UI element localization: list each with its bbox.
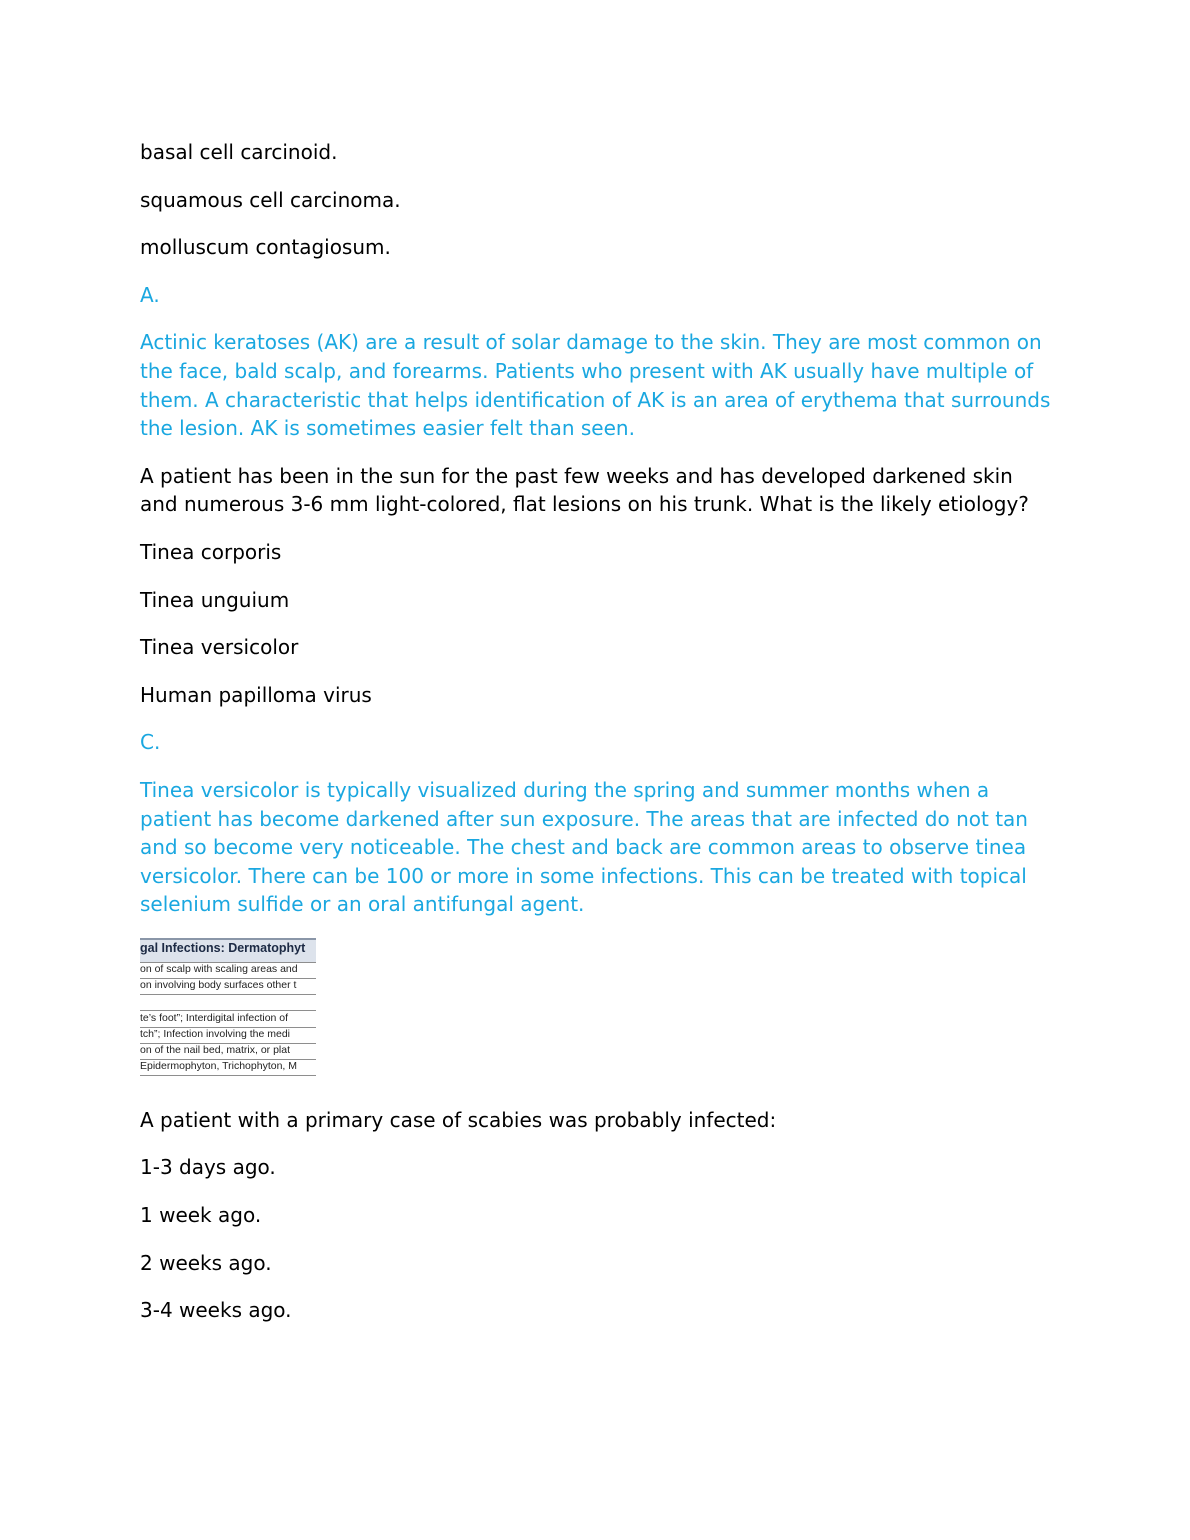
q2-option-b: Tinea unguium — [140, 587, 290, 612]
table-header-title: gal Infections: Dermatophyt — [140, 940, 306, 955]
q3-option-a: 1-3 days ago. — [140, 1155, 276, 1180]
dermatophyte-table-image — [140, 938, 316, 1076]
q3-option-b: 1 week ago. — [140, 1203, 262, 1228]
table-row-text: on of the nail bed, matrix, or plat — [140, 1043, 290, 1056]
q1-option-b: basal cell carcinoid. — [140, 140, 338, 164]
q2-question: A patient has been in the sun for the past few weeks and has developed darkened skin and numerous 3-6 mm light-colored, flat lesions on his trunk. What is the likely etiology? — [140, 463, 1029, 517]
table-rule — [140, 1075, 316, 1076]
q2-option-d: Human papilloma virus — [140, 682, 372, 707]
q2-option-c: Tinea versicolor — [140, 635, 299, 660]
table-row-text: te’s foot”; Interdigital infection of — [140, 1011, 289, 1024]
q2-explanation: Tinea versicolor is typically visualized during the spring and summer months when a patient has become darkened after sun exposure. The areas that are infected do not tan and so become very noticeable. The chest and back are common areas to observe tinea versicolor. There can be 100 or more in some infections. This can be treated with topical selenium sulfide or an oral antifungal agent. — [140, 777, 1028, 917]
table-row-text: on of scalp with scaling areas and — [140, 962, 298, 975]
table-rule — [140, 994, 316, 995]
q1-explanation: Actinic keratoses (AK) are a result of solar damage to the skin. They are most common on the face, bald scalp, and forearms. Patients who present with AK usually have multiple of them. A characteristic that helps identification of AK is an area of erythema that surrounds the lesion. AK is sometimes easier felt than seen. — [140, 330, 1051, 441]
table-row-text: tch”; Infection involving the medi — [140, 1027, 290, 1040]
q3-question: A patient with a primary case of scabies was probably infected: — [140, 1107, 777, 1132]
q1-option-c: squamous cell carcinoma. — [140, 187, 401, 212]
table-row-text: Epidermophyton, Trichophyton, M — [140, 1059, 297, 1072]
q2-answer: C. — [140, 730, 161, 755]
table-row-text: on involving body surfaces other t — [140, 978, 297, 991]
table-rule — [140, 1010, 316, 1011]
q2-option-a: Tinea corporis — [140, 539, 282, 564]
q3-option-c: 2 weeks ago. — [140, 1250, 272, 1275]
q3-option-d: 3-4 weeks ago. — [140, 1298, 292, 1323]
q1-answer: A. — [140, 282, 160, 307]
document-page — [140, 138, 1052, 1344]
q1-option-d: molluscum contagiosum. — [140, 235, 391, 260]
